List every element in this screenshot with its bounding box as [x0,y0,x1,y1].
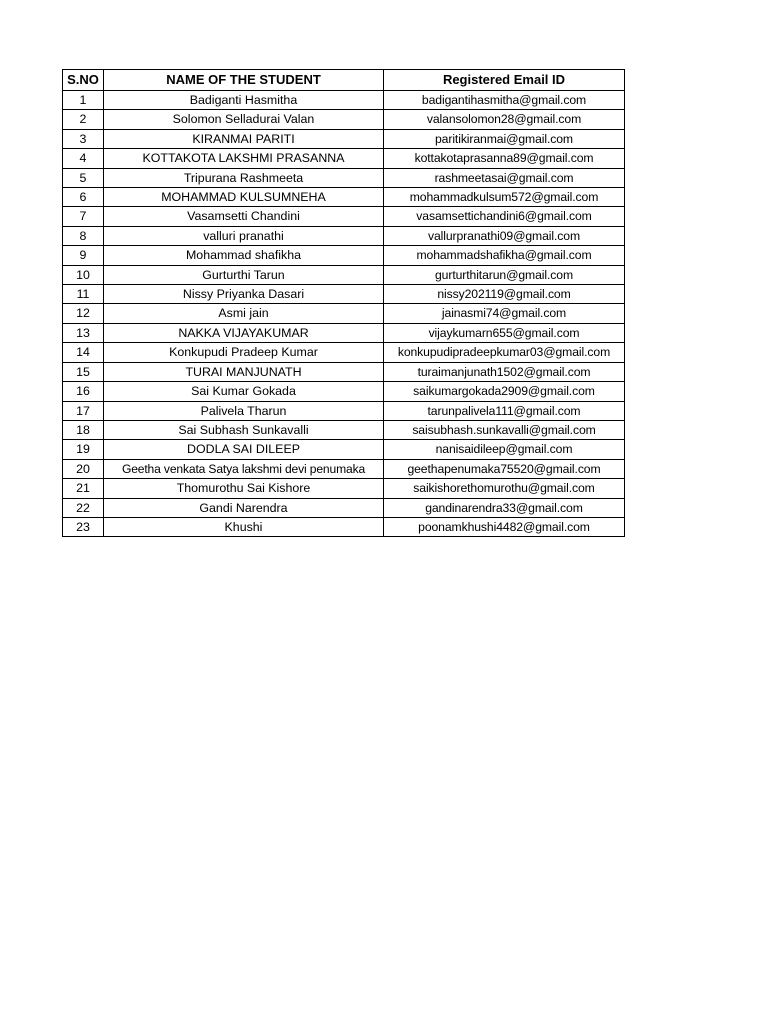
cell-email: kottakotaprasanna89@gmail.com [384,149,625,168]
cell-student-name: valluri pranathi [104,226,384,245]
table-row [63,129,625,148]
cell-email: gandinarendra33@gmail.com [384,498,625,517]
cell-sno: 7 [63,207,104,226]
table-row [63,401,625,420]
cell-sno: 13 [63,323,104,342]
cell-email: badigantihasmitha@gmail.com [384,91,625,110]
header-sno: S.NO [63,70,104,91]
table-row [63,265,625,284]
cell-email: nanisaidileep@gmail.com [384,440,625,459]
cell-email: konkupudipradeepkumar03@gmail.com [384,343,625,362]
table-row [63,420,625,439]
cell-student-name: Sai Subhash Sunkavalli [104,420,384,439]
table-row [63,382,625,401]
table-row [63,285,625,304]
cell-student-name: Mohammad shafikha [104,246,384,265]
table-row [63,440,625,459]
table-row [63,188,625,207]
cell-student-name: DODLA SAI DILEEP [104,440,384,459]
cell-student-name: Palivela Tharun [104,401,384,420]
cell-email: mohammadkulsum572@gmail.com [384,188,625,207]
cell-email: gurturthitarun@gmail.com [384,265,625,284]
cell-email: vallurpranathi09@gmail.com [384,226,625,245]
cell-sno: 22 [63,498,104,517]
header-email: Registered Email ID [384,70,625,91]
cell-sno: 17 [63,401,104,420]
cell-email: paritikiranmai@gmail.com [384,129,625,148]
cell-student-name: Thomurothu Sai Kishore [104,479,384,498]
cell-sno: 6 [63,188,104,207]
cell-sno: 12 [63,304,104,323]
cell-sno: 15 [63,362,104,381]
cell-student-name: KIRANMAI PARITI [104,129,384,148]
cell-email: geethapenumaka75520@gmail.com [384,459,625,478]
cell-student-name: Geetha venkata Satya lakshmi devi penumaka [104,459,384,478]
table-row [63,459,625,478]
table-row [63,246,625,265]
cell-student-name: Konkupudi Pradeep Kumar [104,343,384,362]
cell-student-name: Solomon Selladurai Valan [104,110,384,129]
table-row [63,168,625,187]
cell-sno: 18 [63,420,104,439]
header-student-name: NAME OF THE STUDENT [104,70,384,91]
table-row [63,323,625,342]
table-row [63,362,625,381]
cell-sno: 9 [63,246,104,265]
cell-student-name: NAKKA VIJAYAKUMAR [104,323,384,342]
table-row [63,343,625,362]
cell-sno: 16 [63,382,104,401]
table-row [63,110,625,129]
cell-email: vasamsettichandini6@gmail.com [384,207,625,226]
cell-sno: 20 [63,459,104,478]
table-row [63,207,625,226]
cell-student-name: Tripurana Rashmeeta [104,168,384,187]
cell-sno: 3 [63,129,104,148]
cell-sno: 14 [63,343,104,362]
student-email-table [62,69,625,537]
cell-student-name: Badiganti Hasmitha [104,91,384,110]
cell-sno: 5 [63,168,104,187]
cell-email: saikishorethomurothu@gmail.com [384,479,625,498]
table-row [63,304,625,323]
table-row [63,517,625,536]
cell-email: saisubhash.sunkavalli@gmail.com [384,420,625,439]
cell-sno: 8 [63,226,104,245]
cell-email: saikumargokada2909@gmail.com [384,382,625,401]
cell-student-name: Vasamsetti Chandini [104,207,384,226]
cell-student-name: Asmi jain [104,304,384,323]
cell-email: rashmeetasai@gmail.com [384,168,625,187]
cell-email: jainasmi74@gmail.com [384,304,625,323]
cell-sno: 4 [63,149,104,168]
table-row [63,91,625,110]
table-row [63,498,625,517]
cell-sno: 23 [63,517,104,536]
cell-email: poonamkhushi4482@gmail.com [384,517,625,536]
cell-email: turaimanjunath1502@gmail.com [384,362,625,381]
cell-student-name: Sai Kumar Gokada [104,382,384,401]
cell-sno: 21 [63,479,104,498]
cell-email: valansolomon28@gmail.com [384,110,625,129]
cell-student-name: Gurturthi Tarun [104,265,384,284]
cell-student-name: Gandi Narendra [104,498,384,517]
cell-email: mohammadshafikha@gmail.com [384,246,625,265]
cell-sno: 1 [63,91,104,110]
cell-sno: 2 [63,110,104,129]
cell-email: nissy202119@gmail.com [384,285,625,304]
cell-sno: 11 [63,285,104,304]
table-row [63,226,625,245]
cell-email: vijaykumarn655@gmail.com [384,323,625,342]
cell-student-name: MOHAMMAD KULSUMNEHA [104,188,384,207]
cell-email: tarunpalivela111@gmail.com [384,401,625,420]
cell-sno: 19 [63,440,104,459]
cell-student-name: Khushi [104,517,384,536]
table-row [63,149,625,168]
cell-student-name: Nissy Priyanka Dasari [104,285,384,304]
table-row [63,479,625,498]
cell-student-name: KOTTAKOTA LAKSHMI PRASANNA [104,149,384,168]
table-header-row [63,70,625,91]
cell-student-name: TURAI MANJUNATH [104,362,384,381]
cell-sno: 10 [63,265,104,284]
